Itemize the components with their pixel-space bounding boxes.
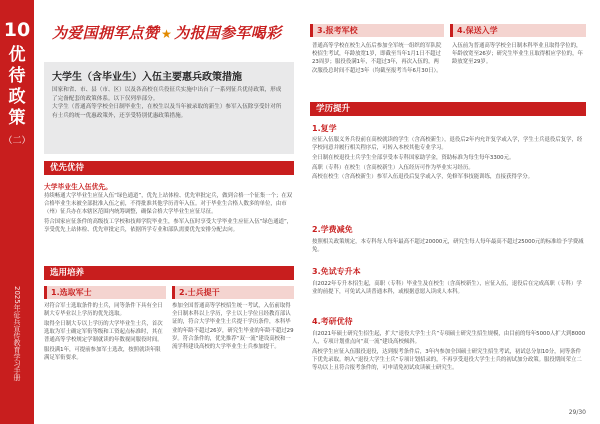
chapter-title: 优 待 政 策	[8, 45, 26, 128]
sidebar-band	[0, 0, 34, 424]
xueli-tuition-title: 2.学费减免	[312, 225, 353, 234]
section-xuanpei-header: 选用培养	[44, 266, 294, 280]
intro-title: 大学生（含毕业生）入伍主要惠兵政策措施	[52, 72, 242, 83]
xueli-postgrad-text: 自2021年硕士研究生招生起，扩大“退役大学生士兵”专项硕士研究生招生规模，由目前的每年5000人扩大到8000人，专项计划重点向“双一流”建设高校倾斜。 高校学生应征入伍服役退役，达到报考条件后，3年内参加全国硕士研究生招生考试，初试总分加10分，同等条件下优先录取。纳入“退役大学生士兵”专项计划招录的，不再享受退役大学生士兵的初试加分政策。服役期间荣立二等功以上且符合报考条件的，可申请免初试攻读硕士研究生。	[312, 331, 586, 372]
intro-box	[44, 62, 294, 154]
slogan-part1: 为爱国拥军点赞	[52, 24, 160, 42]
recommended-admission-text: 入伍前为普通高等学校全日制本科毕业且取得学位的，年龄放宽至26岁；研究生毕业生且取得相应学位的，年龄放宽至29岁。	[452, 43, 583, 66]
intro-paragraph-1: 国家和省、市、县（市、区）以及各高校在兵役征兵实施中出台了一系列征兵优待政策，形成了完备配套的政策体系。以下仅列举部分。	[52, 87, 282, 102]
chapter-subtitle: （二）	[3, 136, 31, 146]
xueli-upgrade-title: 3.免试专升本	[312, 267, 361, 276]
handbook-vertical-title: 2025年征兵宣传教育学习手册	[13, 285, 21, 381]
youdai-paragraph-1: 持续畅通大学毕业生应征入伍“绿色通道”，优先上站体检、优先审批定兵，做到合格一个征集一个；在双合格毕业生未被全部批准入伍之前，不得批准其他学历青年入伍。对于毕业生合格人数多的单位，由市（州）征兵办在本辖区范围内统筹调整，确保合格大学毕业生应征尽征。	[44, 193, 293, 216]
xueli-resume-text: 应征入伍服义务兵役前在高校就读的学生（含高校新生），退役后2年内允许复学或入学，学生士兵退役后复学，经学校同意并履行相关程序后，可转入本校其他专业学习。 全日制在校退役士兵学生全部享受本专科国家助学金，资助标准为每生每年3300元。 高职（专科）在校生（含高校新生）入伍经历可作为毕业实习经历。 高校在校生（含高校新生）参军入伍退役后复学或入学，免修军事技能训练，直接获得学分。	[312, 137, 583, 181]
military-academy-text: 普通高等学校在校生入伍后参加全军统一组织的军队院校招生考试，年龄放宽1岁，即截至当年1月1日不超过23周岁；服役役满1年，不超过3年，再次入伍的，两次服役总时间不超过3年（均截至报考当年6月30日）。	[312, 43, 442, 74]
tab-military-academy: 3.报考军校	[310, 24, 444, 37]
xueli-upgrade-text: 自2022年专升本招生起，高职（专科）毕业生及在校生（含高校新生），应征入伍，退役后在完成高职（专科）学业的前提下，可免试入读普通本科，或根据意愿入读成人本科。	[312, 281, 582, 296]
youdai-subtitle: 大学毕业生入伍优先。	[44, 183, 112, 191]
slogan-banner	[52, 22, 292, 62]
tab-promote-officer: 2.士兵提干	[172, 286, 294, 299]
page-number: 29/30	[568, 409, 586, 416]
promote-officer-text: 参加全国普通高等学校招生统一考试，入伍前取得全日制本科以上学历，学士以上学位且经教育部认证的，符合大学毕业生士兵提干学历条件，本科毕业的年龄不超过26岁，研究生毕业的年龄不超过29岁。符合条件的，优先推荐“双一流”建设高校和一流学科建设高校的大学毕业生士兵参加提干。	[172, 303, 294, 351]
xueli-tuition-text: 按照相关政策规定，本专科每人每年最高不超过20000元，研究生每人每年最高不超过25000元的标准给予学费减免。	[312, 239, 584, 254]
section-xueli-header: 学历提升	[310, 102, 586, 116]
youdai-paragraph-2: 符合国家应征条件的高级技工学校和技师学院毕业生，参军入伍时享受大学毕业生应征入伍“绿色通道”，享受优先上站体检、优先审批定兵，依据所学专业和部队需要优先安排分配去向。	[44, 219, 293, 234]
tab-select-sergeant: 1.选取军士	[44, 286, 166, 299]
xueli-resume-title: 1.复学	[312, 124, 337, 133]
intro-paragraph-2: 大学生（普通高等学校全日制毕业生，在校生以及当年被录取的新生）参军入伍除享受针对所有士兵的统一优惠政策外，还享受特别优惠政策措施。	[52, 104, 282, 119]
section-youdai-header: 优先优待	[44, 161, 294, 175]
tab-recommended-admission: 4.保送入学	[450, 24, 586, 37]
slogan-part2: 为报国参军喝彩	[174, 24, 282, 42]
xueli-postgrad-title: 4.考研优待	[312, 317, 353, 326]
star-icon: ★	[161, 27, 173, 41]
youdai-text	[44, 192, 294, 236]
select-sergeant-text: 对符合军士选取条件的士兵，同等条件下具有全日制大专毕业以上学历的优先选取。 取得全日制大专以上学历的大学毕业生士兵，首次选取为军士确定军衔等级和工资起点标准时，其在普通高等学校规定学制就读的年数视同服役时间。 服役满1年，可提前参加军士选改，按照就读年限满足军衔要求。	[44, 303, 163, 362]
chapter-number: 10	[3, 19, 31, 41]
